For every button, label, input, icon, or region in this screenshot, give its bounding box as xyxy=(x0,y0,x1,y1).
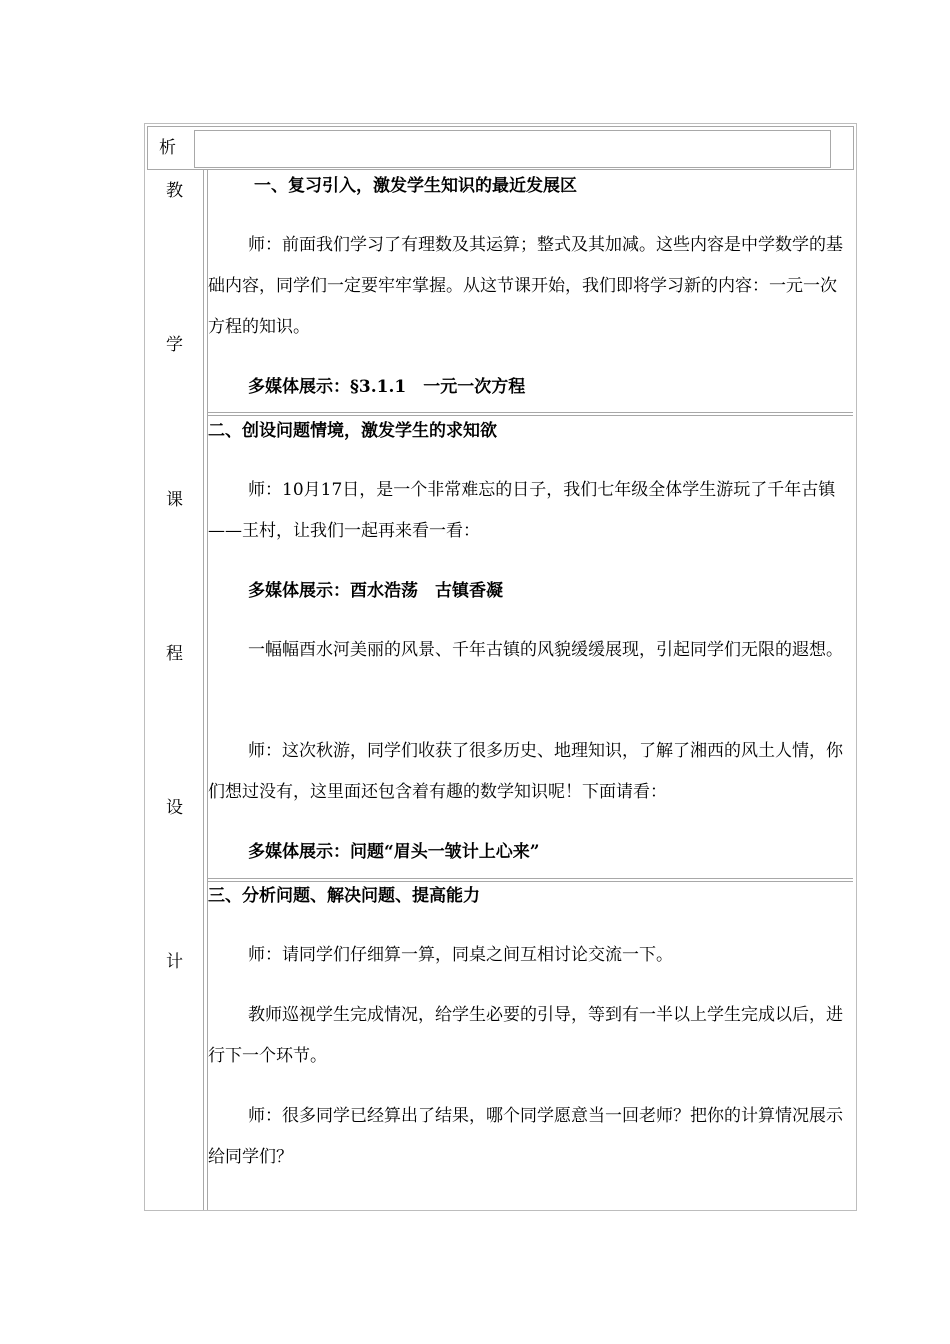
side-char-4: 程 xyxy=(166,644,183,664)
section2-media-1: 多媒体展示：酉水浩荡 古镇香凝 xyxy=(248,581,503,601)
side-char-3: 课 xyxy=(166,490,183,510)
section2-paragraph-2: 一幅幅酉水河美丽的风景、千年古镇的风貌缓缓展现，引起同学们无限的遐想。 xyxy=(248,640,843,660)
section2-paragraph-1: 师：10月17日，是一个非常难忘的日子，我们七年级全体学生游玩了千年古镇——王村，让我们一起再来看一看： xyxy=(208,480,836,541)
section3-heading: 三、分析问题、解决问题、提高能力 xyxy=(208,886,480,906)
side-char-1: 教 xyxy=(166,181,183,201)
side-char-2: 学 xyxy=(166,335,183,355)
section3-paragraph-1: 师：请同学们仔细算一算，同桌之间互相讨论交流一下。 xyxy=(248,945,673,965)
analysis-cell xyxy=(194,130,831,168)
section2-paragraph-3: 师：这次秋游，同学们收获了很多历史、地理知识，了解了湘西的风土人情，你们想过没有，这里面还包含着有趣的数学知识呢！下面请看： xyxy=(208,741,843,802)
side-char-5: 设 xyxy=(166,798,183,818)
row-label-analysis: 析 xyxy=(159,138,176,158)
section3-paragraph-3: 师：很多同学已经算出了结果，哪个同学愿意当一回老师？把你的计算情况展示给同学们？ xyxy=(208,1106,843,1167)
analysis-row xyxy=(147,126,854,170)
section1-paragraph: 师：前面我们学习了有理数及其运算；整式及其加减。这些内容是中学数学的基础内容，同学们一定要牢牢掌握。从这节课开始，我们即将学习新的内容：一元一次方程的知识。 xyxy=(208,235,843,337)
section1-media: 多媒体展示：§3.1.1 一元一次方程 xyxy=(248,377,526,397)
section3-paragraph-2: 教师巡视学生完成情况，给学生必要的引导，等到有一半以上学生完成以后，进行下一个环节。 xyxy=(208,1005,843,1066)
section2-heading: 二、创设问题情境，激发学生的求知欲 xyxy=(208,421,497,441)
section2-media-2: 多媒体展示：问题“眉头一皱计上心来” xyxy=(248,842,540,862)
side-char-6: 计 xyxy=(166,952,183,972)
section1-heading: 一、复习引入，激发学生知识的最近发展区 xyxy=(254,176,577,196)
